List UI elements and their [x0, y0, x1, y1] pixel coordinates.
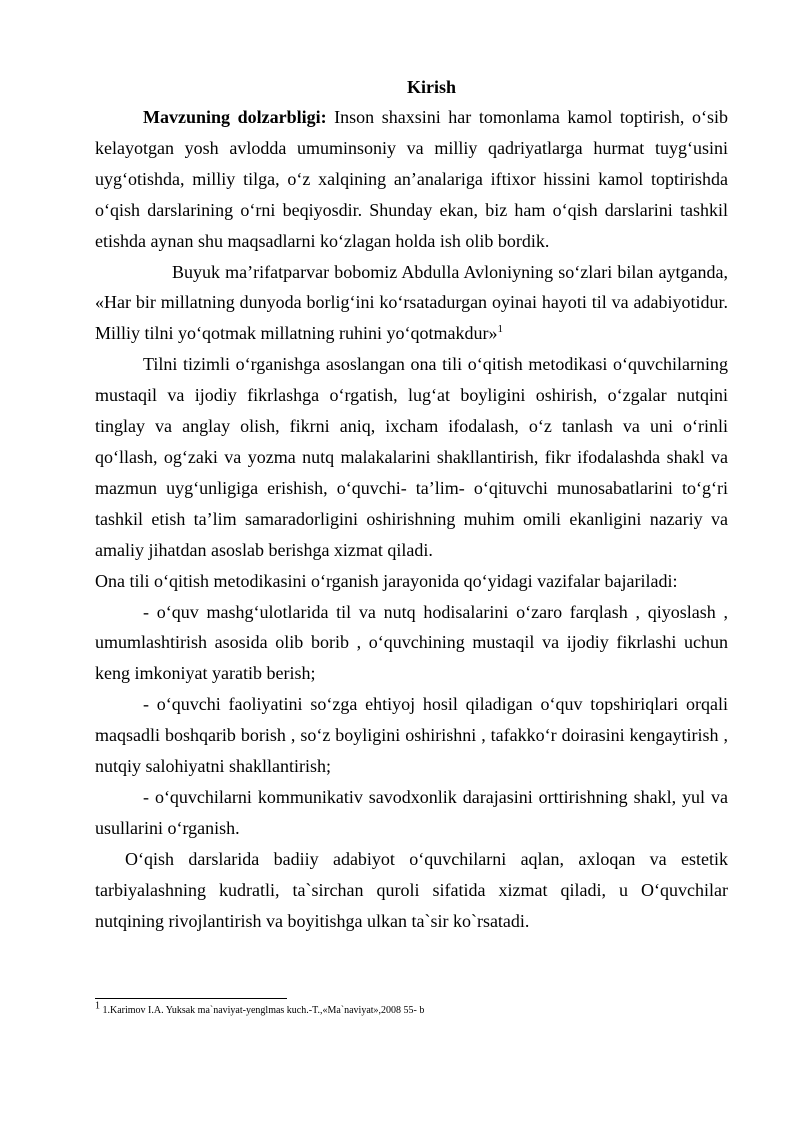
list-item-task-1: - o‘quv mashg‘ulotlarida til va nutq hodisalarini o‘zaro farqlash , qiyoslash , umumlashtirish asosida olib borib , o‘quvchining mustaqil va ijodiy fikrlashi uchun keng imkoniyat yaratib berish; [95, 601, 728, 684]
footnote-marker: 1 [95, 1000, 100, 1012]
footnote [95, 1000, 728, 1018]
document-page [95, 72, 728, 936]
list-item-task-3: - o‘quvchilarni kommunikativ savodxonlik darajasini orttirishning shakl, yul va usullarini o‘rganish. [95, 786, 728, 838]
footnote-text: 1.Karimov I.A. Yuksak ma`naviyat-yenglmas kuch.-T.,«Ma`naviyat»,2008 55- b [100, 1005, 425, 1016]
list-item-task-2: - o‘quvchi faoliyatini so‘zga ehtiyoj hosil qiladigan o‘quv topshiriqlari orqali maqsadli boshqarib borish , so‘z boyligini oshirishni , tafakko‘r doirasini kengaytirish , nutqiy salohiyatni shakllantirish; [95, 694, 728, 777]
relevance-text: Inson shaxsini har tomonlama kamol toptirish, o‘sib kelayotgan yosh avlodda umuminsoniy va milliy qadriyatlarga hurmat tuyg‘usini uyg‘otishda, milliy tilga, o‘z xalqining an’analariga iftixor hissini kamol toptirishda o‘qish darslarining o‘rni beqiyosdir. Shunday ekan, biz ham o‘qish darslarini tashkil etishda aynan shu maqsadlarni ko‘zlagan holda ish olib bordik. [95, 107, 728, 251]
paragraph-methodology: Tilni tizimli o‘rganishga asoslangan ona tili o‘qitish metodikasi o‘quvchilarning mustaqil va ijodiy fikrlashga o‘rgatish, lug‘at boyligini oshirish, o‘zgalar nutqini tinglay va anglay olish, fikrni aniq, ixcham ifodalash, o‘z tanlash va uni o‘rinli qo‘llash, og‘zaki va yozma nutq malakalarini shakllantirish, fikr ifodalashda shakl va mazmun uyg‘unligiga erishish, o‘quvchi- ta’lim- o‘qituvchi munosabatlarini to‘g‘ri tashkil etish ta’lim samaradorligini oshirishning muhim omili ekanligini nazariy va amaliy jihatdan asoslab berishga xizmat qiladi. [95, 354, 728, 560]
quote-text: Buyuk ma’rifatparvar bobomiz Abdulla Avloniyning so‘zlari bilan aytganda, «Har bir millatning dunyoda borlig‘ini ko‘rsatadurgan oyinai hayoti til va adabiyotidur. Milliy tilni yo‘qotmak millatning ruhini yo‘qotmakdur» [95, 261, 728, 344]
paragraph-tasks-intro: Ona tili o‘qitish metodikasini o‘rganish jarayonida qo‘yidagi vazifalar bajariladi: [95, 570, 678, 591]
footnote-divider [95, 998, 287, 999]
paragraph-relevance [95, 102, 728, 257]
paragraph-literature: O‘qish darslarida badiiy adabiyot o‘quvchilarni aqlan, axloqan va estetik tarbiyalashning kudratli, ta`sirchan quroli sifatida xizmat qiladi, u O‘quvchilar nutqining rivojlantirish va boyitishga ulkan ta`sir ko`rsatadi. [95, 848, 728, 931]
paragraph-quote [95, 257, 728, 350]
footnote-reference[interactable]: 1 [497, 323, 503, 336]
section-title: Kirish [406, 77, 456, 97]
relevance-lead: Mavzuning dolzarbligi: [143, 107, 327, 127]
